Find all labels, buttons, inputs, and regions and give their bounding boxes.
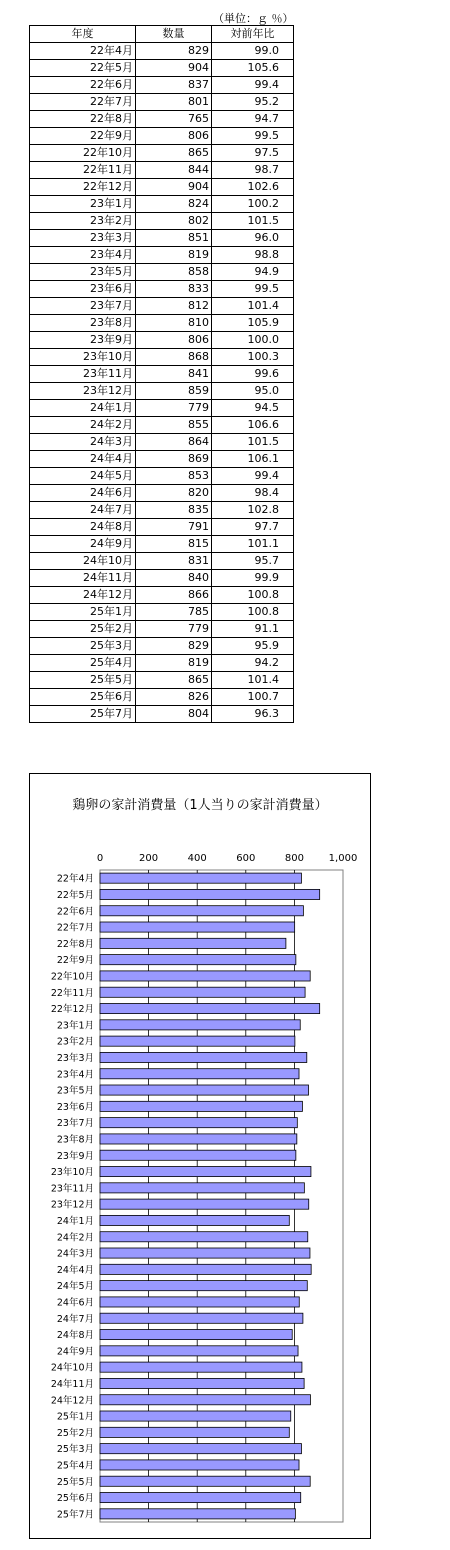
bar (100, 955, 296, 965)
bar (100, 1036, 295, 1046)
cell-yoy: 100.8 (212, 587, 294, 604)
cell-quantity: 812 (136, 298, 212, 315)
cell-quantity: 804 (136, 706, 212, 723)
cell-yoy: 91.1 (212, 621, 294, 638)
table-body (30, 43, 294, 723)
x-tick-label: 200 (139, 853, 159, 864)
cell-yoy: 102.6 (212, 179, 294, 196)
cell-yoy: 97.5 (212, 145, 294, 162)
table-row (30, 196, 294, 213)
bar (100, 1003, 320, 1013)
table-row (30, 94, 294, 111)
table-row (30, 638, 294, 655)
table-row (30, 264, 294, 281)
bar (100, 1297, 299, 1307)
cell-quantity: 826 (136, 689, 212, 706)
table-row (30, 60, 294, 77)
category-label: 24年7月 (56, 1313, 94, 1325)
cell-year: 22年7月 (30, 94, 136, 111)
bar (100, 1069, 299, 1079)
cell-yoy: 94.2 (212, 655, 294, 672)
cell-year: 22年6月 (30, 77, 136, 94)
cell-quantity: 844 (136, 162, 212, 179)
x-tick-label: 1,000 (328, 853, 358, 864)
cell-quantity: 815 (136, 536, 212, 553)
cell-quantity: 866 (136, 587, 212, 604)
cell-quantity: 865 (136, 145, 212, 162)
cell-yoy: 101.4 (212, 672, 294, 689)
table-row (30, 434, 294, 451)
bar (100, 1492, 301, 1502)
table-row (30, 145, 294, 162)
table-row (30, 332, 294, 349)
category-label: 24年2月 (56, 1232, 94, 1244)
cell-quantity: 868 (136, 349, 212, 366)
category-label: 24年11月 (50, 1378, 94, 1390)
cell-year: 24年3月 (30, 434, 136, 451)
cell-quantity: 840 (136, 570, 212, 587)
cell-yoy: 98.4 (212, 485, 294, 502)
bar (100, 1166, 311, 1176)
cell-yoy: 105.6 (212, 60, 294, 77)
category-label: 24年9月 (56, 1346, 94, 1358)
cell-quantity: 851 (136, 230, 212, 247)
bar (100, 1248, 310, 1258)
category-label: 23年4月 (56, 1069, 94, 1081)
cell-year: 24年10月 (30, 553, 136, 570)
category-label: 22年6月 (56, 906, 94, 918)
cell-year: 24年8月 (30, 519, 136, 536)
category-label: 22年8月 (56, 938, 94, 950)
category-label: 22年11月 (50, 987, 94, 999)
header-year: 年度 (30, 26, 136, 43)
bar (100, 873, 301, 883)
table-row (30, 315, 294, 332)
x-tick-label: 800 (284, 853, 304, 864)
cell-yoy: 106.6 (212, 417, 294, 434)
category-label: 25年2月 (56, 1427, 94, 1439)
category-label: 22年7月 (56, 922, 94, 934)
cell-quantity: 869 (136, 451, 212, 468)
cell-yoy: 99.6 (212, 366, 294, 383)
cell-year: 22年9月 (30, 128, 136, 145)
cell-year: 24年12月 (30, 587, 136, 604)
cell-quantity: 819 (136, 247, 212, 264)
cell-yoy: 100.7 (212, 689, 294, 706)
cell-year: 24年5月 (30, 468, 136, 485)
table-row (30, 230, 294, 247)
table-row (30, 162, 294, 179)
category-label: 24年1月 (56, 1215, 94, 1227)
category-label: 25年1月 (56, 1411, 94, 1423)
x-tick-label: 0 (96, 853, 104, 864)
bar (100, 1150, 296, 1160)
cell-quantity: 841 (136, 366, 212, 383)
cell-quantity: 859 (136, 383, 212, 400)
cell-quantity: 904 (136, 179, 212, 196)
table-row (30, 298, 294, 315)
table-row (30, 689, 294, 706)
category-label: 25年6月 (56, 1493, 94, 1505)
chart-container (29, 773, 371, 1539)
cell-year: 23年1月 (30, 196, 136, 213)
bar (100, 1020, 300, 1030)
cell-yoy: 99.4 (212, 77, 294, 94)
cell-year: 23年11月 (30, 366, 136, 383)
cell-quantity: 904 (136, 60, 212, 77)
cell-year: 23年3月 (30, 230, 136, 247)
cell-yoy: 99.5 (212, 281, 294, 298)
category-label: 24年6月 (56, 1297, 94, 1309)
cell-quantity: 858 (136, 264, 212, 281)
bar (100, 1101, 302, 1111)
cell-yoy: 96.3 (212, 706, 294, 723)
table-row (30, 570, 294, 587)
bar (100, 922, 295, 932)
cell-yoy: 95.2 (212, 94, 294, 111)
cell-yoy: 101.4 (212, 298, 294, 315)
category-label: 24年5月 (56, 1281, 94, 1293)
category-label: 25年4月 (56, 1460, 94, 1472)
category-label: 25年3月 (56, 1444, 94, 1456)
category-label: 25年7月 (56, 1509, 94, 1521)
cell-quantity: 819 (136, 655, 212, 672)
category-label: 25年5月 (56, 1476, 94, 1488)
category-label: 23年10月 (50, 1167, 94, 1179)
category-label: 23年9月 (56, 1150, 94, 1162)
category-label: 22年9月 (56, 955, 94, 967)
cell-year: 24年9月 (30, 536, 136, 553)
bar (100, 971, 310, 981)
cell-quantity: 779 (136, 621, 212, 638)
cell-yoy: 100.8 (212, 604, 294, 621)
cell-yoy: 98.7 (212, 162, 294, 179)
category-label: 22年5月 (56, 889, 94, 901)
cell-yoy: 94.7 (212, 111, 294, 128)
table-row (30, 383, 294, 400)
category-label: 24年4月 (56, 1264, 94, 1276)
category-label: 23年2月 (56, 1036, 94, 1048)
cell-yoy: 99.5 (212, 128, 294, 145)
cell-quantity: 791 (136, 519, 212, 536)
cell-yoy: 94.5 (212, 400, 294, 417)
bar-chart (30, 774, 370, 1538)
cell-yoy: 100.2 (212, 196, 294, 213)
bar (100, 1444, 301, 1454)
table-row (30, 281, 294, 298)
bar (100, 1411, 291, 1421)
header-quantity: 数量 (136, 26, 212, 43)
category-label: 23年12月 (50, 1199, 94, 1211)
table-row (30, 706, 294, 723)
cell-yoy: 96.0 (212, 230, 294, 247)
table-row (30, 536, 294, 553)
cell-yoy: 95.0 (212, 383, 294, 400)
bar (100, 1264, 311, 1274)
bar (100, 1460, 299, 1470)
cell-yoy: 106.1 (212, 451, 294, 468)
cell-quantity: 831 (136, 553, 212, 570)
cell-quantity: 853 (136, 468, 212, 485)
cell-quantity: 829 (136, 43, 212, 60)
table-header-row (30, 26, 294, 43)
cell-year: 25年6月 (30, 689, 136, 706)
bar (100, 1052, 307, 1062)
cell-year: 24年7月 (30, 502, 136, 519)
table-row (30, 502, 294, 519)
cell-yoy: 99.0 (212, 43, 294, 60)
cell-quantity: 829 (136, 638, 212, 655)
table-row (30, 451, 294, 468)
table-row (30, 672, 294, 689)
cell-year: 22年8月 (30, 111, 136, 128)
cell-year: 22年4月 (30, 43, 136, 60)
category-label: 24年3月 (56, 1248, 94, 1260)
table-row (30, 587, 294, 604)
table-row (30, 485, 294, 502)
x-tick-label: 600 (236, 853, 256, 864)
category-label: 24年8月 (56, 1330, 94, 1342)
cell-year: 23年2月 (30, 213, 136, 230)
cell-year: 24年4月 (30, 451, 136, 468)
cell-year: 23年7月 (30, 298, 136, 315)
bar (100, 1215, 289, 1225)
bar (100, 1199, 309, 1209)
bar (100, 1378, 304, 1388)
table-row (30, 655, 294, 672)
category-label: 22年10月 (50, 971, 94, 983)
table-row (30, 77, 294, 94)
cell-yoy: 100.3 (212, 349, 294, 366)
table-row (30, 468, 294, 485)
cell-year: 23年5月 (30, 264, 136, 281)
cell-quantity: 837 (136, 77, 212, 94)
table-row (30, 111, 294, 128)
table-row (30, 621, 294, 638)
cell-year: 22年12月 (30, 179, 136, 196)
cell-year: 23年10月 (30, 349, 136, 366)
cell-year: 24年2月 (30, 417, 136, 434)
cell-year: 22年11月 (30, 162, 136, 179)
bar (100, 1362, 302, 1372)
cell-year: 22年5月 (30, 60, 136, 77)
cell-year: 25年2月 (30, 621, 136, 638)
bar (100, 1118, 297, 1128)
bar (100, 1395, 310, 1405)
cell-year: 22年10月 (30, 145, 136, 162)
cell-yoy: 101.5 (212, 434, 294, 451)
cell-quantity: 779 (136, 400, 212, 417)
category-label: 23年5月 (56, 1085, 94, 1097)
cell-quantity: 835 (136, 502, 212, 519)
cell-yoy: 98.8 (212, 247, 294, 264)
cell-yoy: 99.4 (212, 468, 294, 485)
bar (100, 889, 320, 899)
table-row (30, 213, 294, 230)
bar (100, 1232, 308, 1242)
table-row (30, 128, 294, 145)
cell-quantity: 864 (136, 434, 212, 451)
cell-yoy: 101.1 (212, 536, 294, 553)
bar (100, 1281, 307, 1291)
data-table (29, 25, 294, 723)
table-row (30, 417, 294, 434)
cell-yoy: 101.5 (212, 213, 294, 230)
cell-quantity: 806 (136, 332, 212, 349)
x-tick-label: 400 (187, 853, 207, 864)
bar (100, 906, 303, 916)
bar (100, 1085, 308, 1095)
table-row (30, 179, 294, 196)
cell-year: 25年3月 (30, 638, 136, 655)
plot-area (100, 870, 343, 1522)
table-row (30, 400, 294, 417)
unit-note: （単位：ｇ ％） (213, 12, 294, 25)
cell-quantity: 824 (136, 196, 212, 213)
cell-yoy: 95.9 (212, 638, 294, 655)
category-label: 24年12月 (50, 1395, 94, 1407)
bar (100, 1329, 292, 1339)
cell-year: 23年6月 (30, 281, 136, 298)
cell-year: 23年9月 (30, 332, 136, 349)
category-label: 23年1月 (56, 1020, 94, 1032)
cell-quantity: 785 (136, 604, 212, 621)
cell-quantity: 765 (136, 111, 212, 128)
cell-year: 23年12月 (30, 383, 136, 400)
cell-yoy: 105.9 (212, 315, 294, 332)
bar (100, 1476, 310, 1486)
cell-yoy: 99.9 (212, 570, 294, 587)
cell-quantity: 806 (136, 128, 212, 145)
category-label: 23年7月 (56, 1118, 94, 1130)
cell-yoy: 95.7 (212, 553, 294, 570)
category-label: 23年11月 (50, 1183, 94, 1195)
table-row (30, 519, 294, 536)
bar (100, 1509, 295, 1519)
chart-title: 鶏卵の家計消費量（1人当りの家計消費量） (72, 798, 328, 813)
bar (100, 1183, 304, 1193)
bar (100, 1427, 289, 1437)
table-row (30, 247, 294, 264)
cell-quantity: 801 (136, 94, 212, 111)
table-row (30, 604, 294, 621)
table-row (30, 366, 294, 383)
bar (100, 1134, 297, 1144)
table-row (30, 43, 294, 60)
cell-year: 23年8月 (30, 315, 136, 332)
cell-year: 23年4月 (30, 247, 136, 264)
cell-quantity: 833 (136, 281, 212, 298)
cell-quantity: 820 (136, 485, 212, 502)
table-row (30, 553, 294, 570)
bar (100, 987, 305, 997)
category-label: 23年3月 (56, 1052, 94, 1064)
category-label: 22年4月 (56, 873, 94, 885)
cell-quantity: 865 (136, 672, 212, 689)
cell-year: 25年5月 (30, 672, 136, 689)
category-label: 24年10月 (50, 1362, 94, 1374)
cell-year: 25年7月 (30, 706, 136, 723)
cell-yoy: 102.8 (212, 502, 294, 519)
cell-year: 25年1月 (30, 604, 136, 621)
bar (100, 1313, 303, 1323)
cell-year: 24年11月 (30, 570, 136, 587)
cell-year: 24年1月 (30, 400, 136, 417)
cell-yoy: 100.0 (212, 332, 294, 349)
category-label: 23年6月 (56, 1101, 94, 1113)
cell-quantity: 855 (136, 417, 212, 434)
cell-year: 25年4月 (30, 655, 136, 672)
cell-yoy: 94.9 (212, 264, 294, 281)
bar (100, 1346, 298, 1356)
table-row (30, 349, 294, 366)
header-yoy: 対前年比 (212, 26, 294, 43)
category-label: 23年8月 (56, 1134, 94, 1146)
cell-year: 24年6月 (30, 485, 136, 502)
bar (100, 938, 286, 948)
cell-yoy: 97.7 (212, 519, 294, 536)
cell-quantity: 810 (136, 315, 212, 332)
cell-quantity: 802 (136, 213, 212, 230)
category-label: 22年12月 (50, 1004, 94, 1016)
